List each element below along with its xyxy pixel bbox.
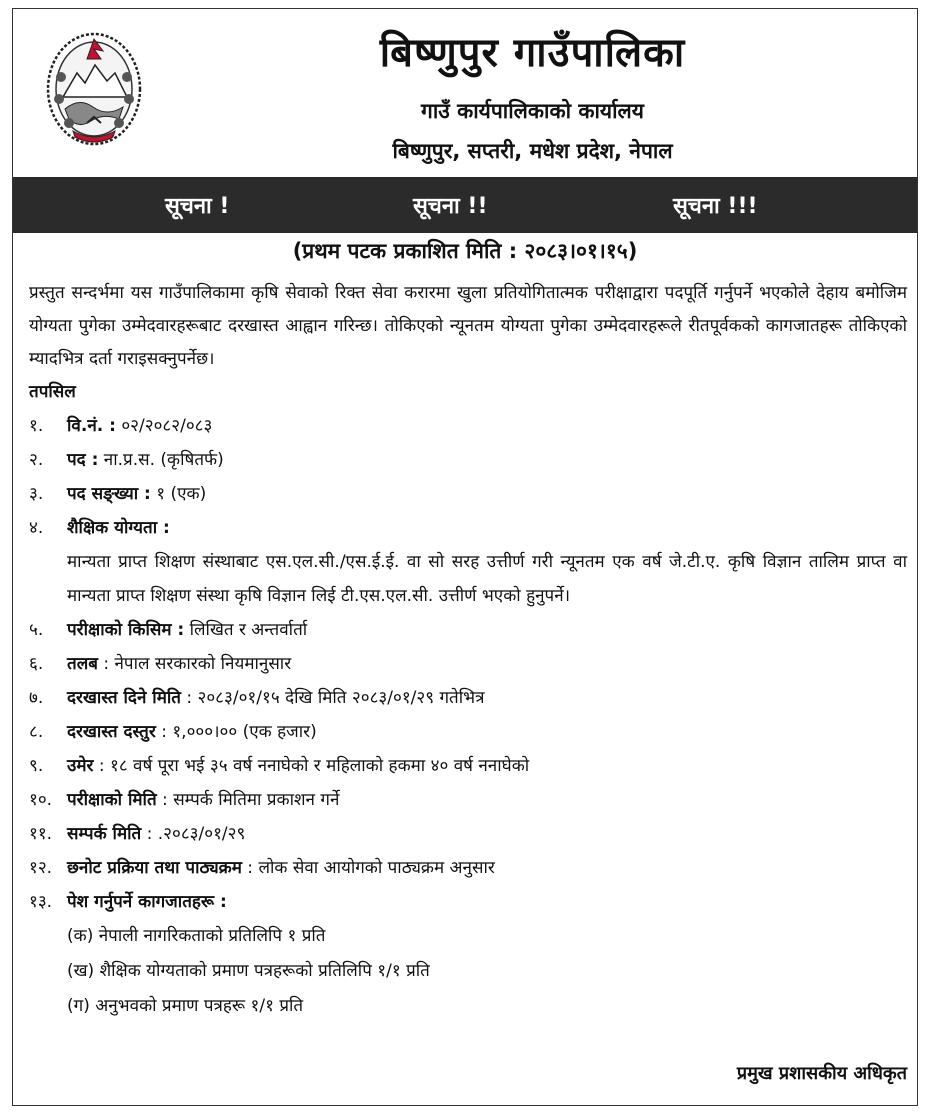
list-item: २. पद : ना.प्र.स. (कृषितर्फ) <box>29 450 224 470</box>
notice-body <box>29 277 907 1024</box>
qualification-text: मान्यता प्राप्त शिक्षण संस्थाबाट एस.एल.सी./एस.ई.ई. वा सो सरह उत्तीर्ण गरी न्यूनतम एक वर्ष जे.टी.ए. कृषि विज्ञान तालिम प्राप्त वा मान्यता प्राप्त शिक्षण संस्था कृषि विज्ञान लिई टी.एस.एल.सी. उत्तीर्ण भएको हुनुपर्ने। <box>67 552 907 606</box>
list-item: ६. तलब : नेपाल सरकारको नियमानुसार <box>29 654 292 674</box>
intro-paragraph: प्रस्तुत सन्दर्भमा यस गाउँपालिकामा कृषि सेवाको रिक्त सेवा करारमा खुला प्रतियोगितात्मक परीक्षाद्वारा पदपूर्ति गर्नुपर्ने भएकोले देहाय बमोजिम योग्यता पुगेका उम्मेदवारहरूबाट दरखास्त आह्वान गरिन्छ। तोकिएको न्यूनतम योग्यता पुगेका उम्मेदवारहरूले रीतपूर्वकको कागजातहरू तोकिएको म्यादभित्र दर्ता गराइसक्नुपर्नेछ। <box>29 283 907 369</box>
list-item: १०. परीक्षाको मिति : सम्पर्क मितिमा प्रकाशन गर्ने <box>29 790 340 810</box>
notice-document <box>12 8 918 1106</box>
letterhead <box>13 9 917 177</box>
nepal-emblem-icon <box>43 27 145 151</box>
municipality-title: बिष्णुपुर गाउँपालिका <box>379 30 686 76</box>
details-heading: तपसिल <box>29 382 76 402</box>
signatory-title: प्रमुख प्रशासकीय अधिकृत <box>736 1063 907 1084</box>
notice-label-1: सूचना ! <box>165 194 230 219</box>
document-item: (ख) शैक्षिक योग्यताको प्रमाण पत्रहरूको प्रतिलिपि १/१ प्रति <box>67 961 430 981</box>
list-item: ३. पद सङ्ख्या : १ (एक) <box>29 484 207 504</box>
notice-banner <box>13 177 917 233</box>
list-item: १३. पेश गर्नुपर्ने कागजातहरू : <box>29 892 227 912</box>
list-item: १२. छनोट प्रक्रिया तथा पाठ्यक्रम : लोक सेवा आयोगको पाठ्यक्रम अनुसार <box>29 858 495 878</box>
office-name: गाउँ कार्यपालिकाको कार्यालय <box>421 99 644 123</box>
list-item: ५. परीक्षाको किसिम : लिखित र अन्तर्वार्ता <box>29 620 308 640</box>
list-item: ११. सम्पर्क मिति : .२०८३/०१/२९ <box>29 824 246 844</box>
list-item: १. वि.नं. : ०२/२०८२/०८३ <box>29 416 213 436</box>
publication-date: (प्रथम पटक प्रकाशित मिति : २०८३।०१।१५) <box>292 239 638 263</box>
list-item: ४. शैक्षिक योग्यता : <box>29 518 170 538</box>
list-item: ८. दरखास्त दस्तुर : १,०००।०० (एक हजार) <box>29 722 317 742</box>
notice-label-2: सूचना !! <box>413 194 488 219</box>
document-item: (क) नेपाली नागरिकताको प्रतिलिपि १ प्रति <box>67 926 326 946</box>
list-item: ७. दरखास्त दिने मिति : २०८३/०१/१५ देखि मिति २०८३/०१/२९ गतेभित्र <box>29 688 485 708</box>
notice-label-3: सूचना !!! <box>673 194 758 219</box>
office-address: बिष्णुपुर, सप्तरी, मधेश प्रदेश, नेपाल <box>392 139 673 163</box>
list-item: ९. उमेर : १८ वर्ष पूरा भई ३५ वर्ष ननाघेको र महिलाको हकमा ४० वर्ष ननाघेको <box>29 756 530 776</box>
document-item: (ग) अनुभवको प्रमाण पत्रहरू १/१ प्रति <box>67 996 304 1016</box>
